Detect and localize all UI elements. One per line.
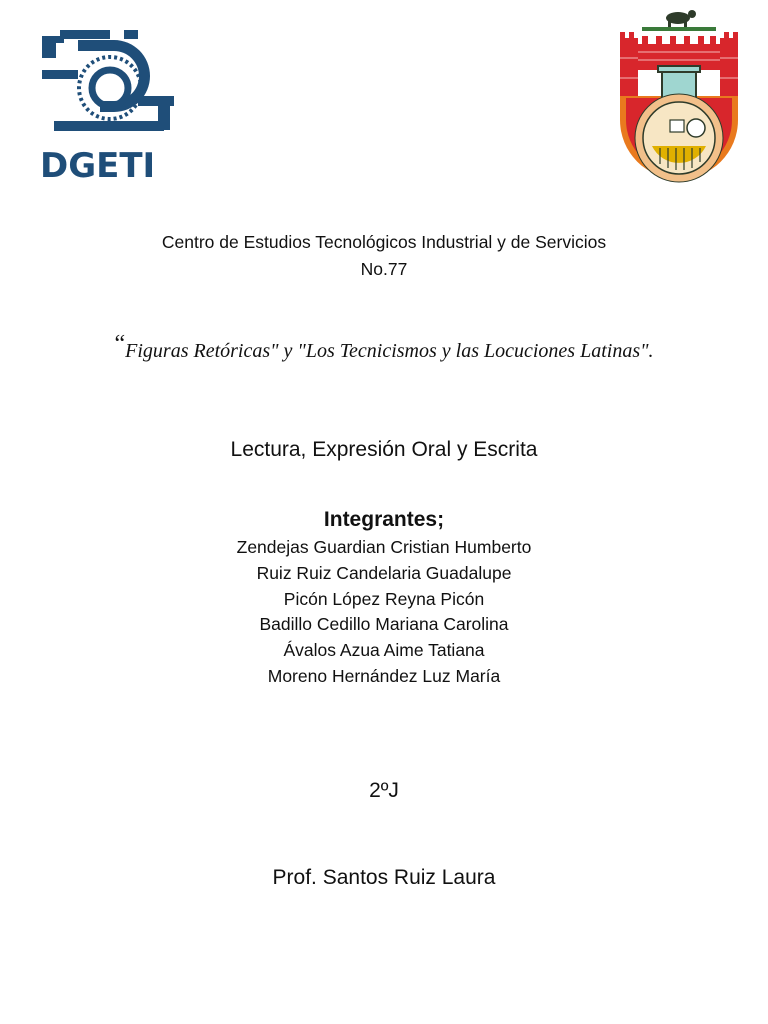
dgeti-logo bbox=[38, 26, 178, 181]
gear-icon bbox=[687, 119, 705, 137]
dgeti-emblem-icon bbox=[38, 26, 178, 181]
institution-name-line-1: Centro de Estudios Tecnológicos Industrial y de Servicios bbox=[161, 232, 607, 252]
title-opening-quote: “ bbox=[114, 331, 126, 357]
member-name: Zendejas Guardian Cristian Humberto bbox=[236, 537, 532, 557]
lion-icon bbox=[666, 10, 696, 28]
member-name: Picón López Reyna Picón bbox=[283, 588, 485, 609]
member-name: Ruiz Ruiz Candelaria Guadalupe bbox=[256, 562, 512, 583]
group-label: 2ºJ bbox=[369, 779, 399, 802]
members-heading: Integrantes; bbox=[323, 508, 445, 531]
institution-name-line-2: No.77 bbox=[360, 259, 408, 279]
dgeti-logo-text: DGETI bbox=[40, 146, 156, 181]
institution-name bbox=[0, 229, 768, 283]
member-name: Moreno Hernández Luz María bbox=[267, 665, 501, 686]
cetis-seal-emblem-icon bbox=[612, 8, 746, 194]
teacher-name: Prof. Santos Ruiz Laura bbox=[272, 866, 496, 889]
document-title-text: Figuras Retóricas" y "Los Tecnicismos y las Locuciones Latinas". bbox=[125, 340, 654, 362]
member-name: Badillo Cedillo Mariana Carolina bbox=[259, 614, 509, 635]
members-list bbox=[0, 535, 768, 690]
subject-name: Lectura, Expresión Oral y Escrita bbox=[230, 438, 538, 461]
document-title bbox=[0, 328, 768, 367]
cetis-seal bbox=[612, 8, 746, 194]
member-name: Ávalos Azua Aime Tatiana bbox=[283, 640, 485, 661]
